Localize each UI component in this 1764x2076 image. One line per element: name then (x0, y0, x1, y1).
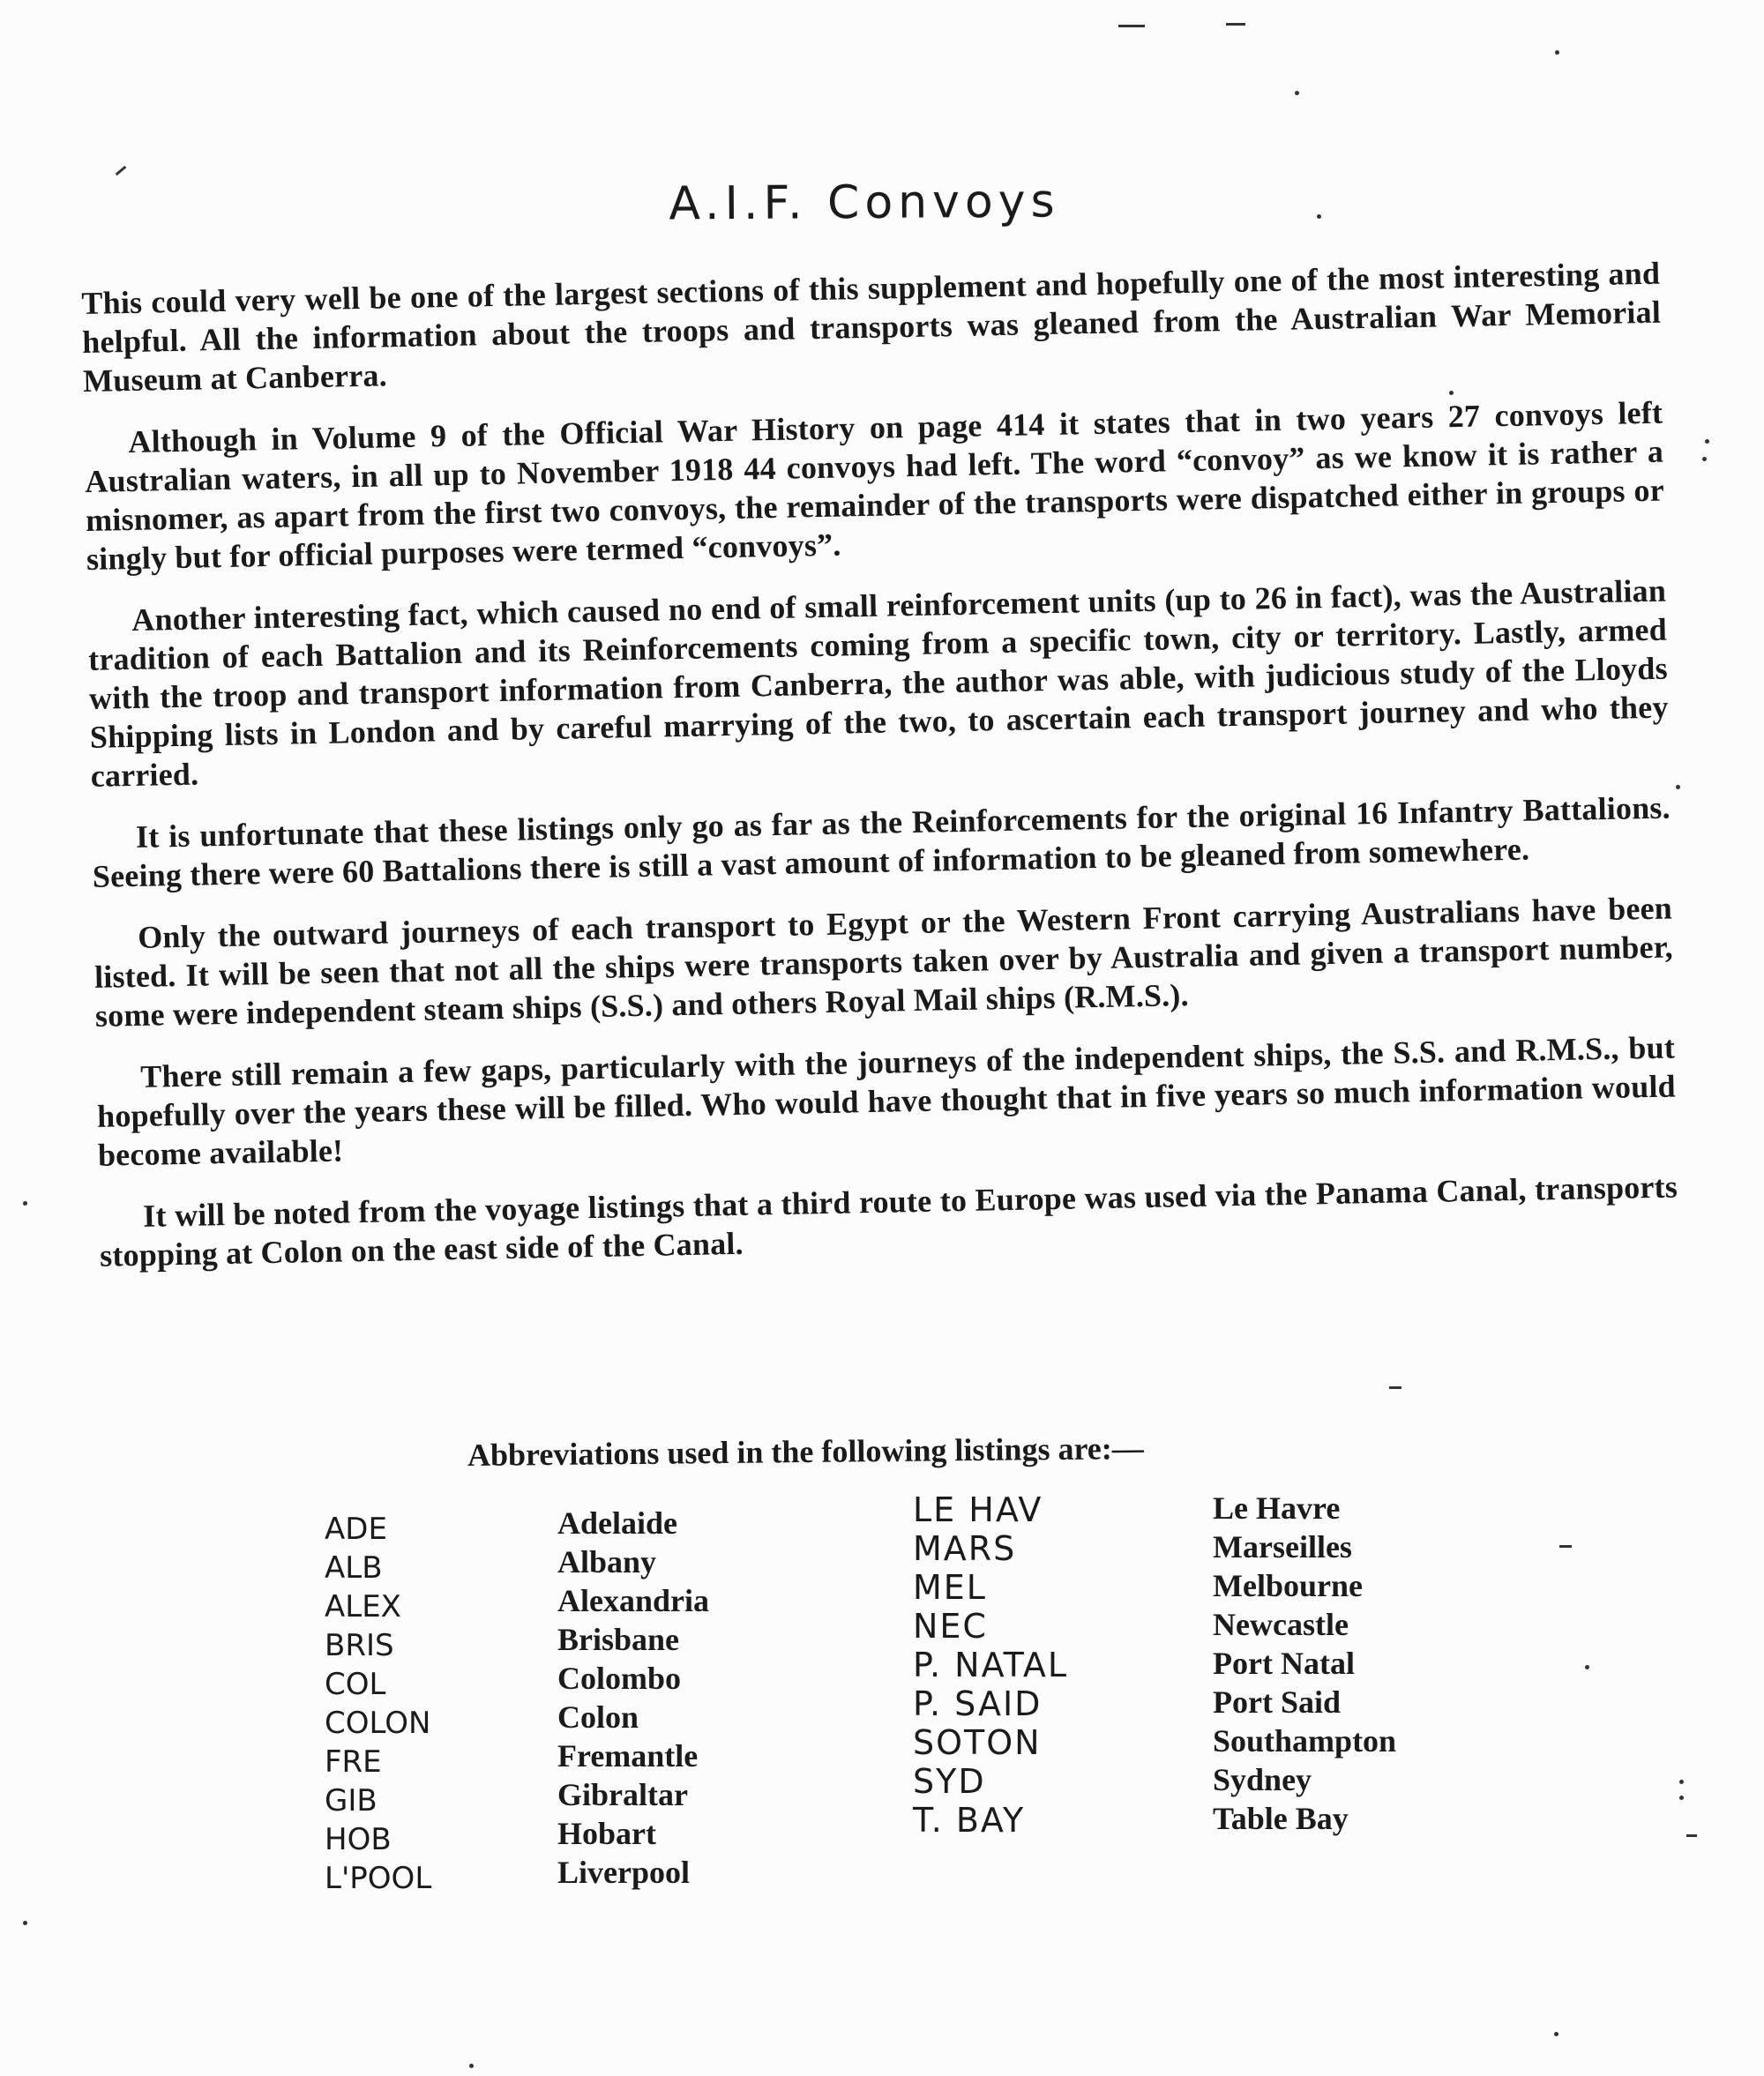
abbreviation-code: ADE (325, 1512, 387, 1547)
scan-speck (1686, 1834, 1697, 1837)
abbreviation-name: Port Said (1213, 1684, 1342, 1720)
abbreviation-code: MEL (913, 1568, 987, 1607)
abbreviation-name: Gibraltar (557, 1777, 688, 1812)
abbreviation-code: ALEX (325, 1589, 401, 1624)
abbreviation-name: Port Natal (1213, 1646, 1355, 1681)
scan-speck (116, 166, 127, 175)
abbreviation-code: COLON (325, 1706, 431, 1741)
scan-speck (1555, 50, 1559, 55)
abbreviation-code: L'POOL (325, 1861, 432, 1896)
scan-speck (1554, 2032, 1558, 2036)
scan-speck (23, 1921, 27, 1925)
abbreviation-code: P. SAID (913, 1684, 1043, 1723)
abbreviation-name: Table Bay (1213, 1801, 1349, 1836)
abbreviation-name: Melbourne (1213, 1568, 1363, 1603)
abbreviation-name: Hobart (557, 1816, 656, 1851)
scan-speck (469, 2064, 474, 2068)
scan-speck (1317, 214, 1321, 219)
scan-speck (1676, 785, 1680, 789)
abbreviation-name: Newcastle (1213, 1607, 1349, 1642)
abbreviation-code: MARS (913, 1529, 1017, 1568)
scan-speck (1118, 25, 1145, 27)
abbreviation-code: SOTON (913, 1723, 1042, 1762)
abbreviation-codes-right (913, 1490, 1068, 1840)
abbreviation-name: Marseilles (1213, 1529, 1352, 1564)
abbreviation-code: HOB (325, 1822, 392, 1857)
abbreviation-name: Colombo (557, 1661, 682, 1696)
scan-speck (1226, 23, 1245, 26)
abbreviation-name: Southampton (1213, 1723, 1397, 1759)
scan-speck (1389, 1386, 1401, 1389)
abbreviation-code: ALB (325, 1550, 383, 1586)
abbreviation-codes-left (325, 1510, 431, 1898)
page-title: A.I.F. Convoys (669, 175, 1060, 231)
scan-speck (1702, 457, 1707, 461)
abbreviation-name: Adelaide (557, 1505, 678, 1541)
abbreviation-name: Brisbane (557, 1622, 680, 1657)
abbreviation-code: COL (325, 1667, 386, 1702)
abbreviation-code: T. BAY (913, 1801, 1026, 1840)
abbreviation-name: Alexandria (557, 1583, 710, 1618)
body-text (81, 254, 1679, 1298)
abbreviation-code: FRE (325, 1744, 382, 1780)
abbreviation-code: LE HAV (913, 1490, 1043, 1529)
scan-speck (1585, 1665, 1589, 1669)
scan-speck (1679, 1796, 1684, 1800)
abbreviation-name: Colon (557, 1699, 639, 1735)
abbreviation-name: Sydney (1213, 1762, 1312, 1797)
scan-speck (1679, 1780, 1684, 1784)
scan-speck (1705, 439, 1709, 444)
scan-speck (1559, 1545, 1572, 1548)
scan-speck (1449, 391, 1454, 395)
paragraph-7: It will be noted from the voyage listings that a third route to Europe was used via the Panama Canal, transports stopping at Colon on the east side of the Canal. (99, 1169, 1678, 1273)
scan-speck (1295, 91, 1299, 95)
abbreviation-code: BRIS (325, 1628, 394, 1663)
abbreviation-names-left (557, 1504, 709, 1892)
abbreviation-name: Albany (557, 1544, 657, 1579)
scan-speck (23, 1201, 27, 1206)
paragraph-6: There still remain a few gaps, particularly with the journeys of the independent ships, the S.S. and R.M.S., but hopefully over the years these will be filled. Who would have thought that in five years so much information would become available! (96, 1029, 1677, 1173)
paragraph-4: It is unfortunate that these listings only go as far as the Reinforcements for the original 16 Infantry Battalions. Seeing there were 60 Battalions there is still a vast amount of information to be gleaned from somewhere. (92, 789, 1671, 894)
abbreviations-heading: Abbreviations used in the following listings are:— (467, 1430, 1144, 1474)
paragraph-3: Another interesting fact, which caused no end of small reinforcement units (up to 26 in fact), was the Australian tradition of each Battalion and its Reinforcements coming from a specific town, city or territory. Lastly, armed with the troop and transport information from Canberra, the author was able, with judicious study of the Lloyds Shipping lists in London and by careful marrying of the two, to ascertain each transport journey and who they carried. (87, 572, 1669, 794)
paragraph-2: Although in Volume 9 of the Official War History on page 414 it states that in two years 27 convoys left Australian waters, in all up to November 1918 44 convoys had left. The word “convoy” as we know it is rather a misnomer, as apart from the first two convoys, the remainder of the transports were dispatched either in groups or singly but for official purposes were termed “convoys”. (84, 394, 1665, 577)
paragraph-5: Only the outward journeys of each transport to Egypt or the Western Front carrying Australians have been listed. It will be seen that not all the ships were transports taken over by Australia and given a transport number, some were independent steam ships (S.S.) and others Royal Mail ships (R.M.S.). (93, 890, 1674, 1034)
abbreviation-code: GIB (325, 1783, 377, 1818)
abbreviation-code: SYD (913, 1762, 986, 1801)
abbreviation-code: NEC (913, 1607, 988, 1646)
abbreviation-code: P. NATAL (913, 1646, 1069, 1684)
abbreviation-names-right (1213, 1489, 1396, 1838)
paragraph-1: This could very well be one of the largest sections of this supplement and hopefully one of the most interesting and helpful. All the information about the troops and transports was gleaned from the Australian War Memorial Museum at Canberra. (81, 255, 1662, 399)
abbreviation-name: Le Havre (1213, 1490, 1341, 1526)
abbreviation-name: Fremantle (557, 1738, 699, 1774)
abbreviation-name: Liverpool (557, 1855, 690, 1890)
